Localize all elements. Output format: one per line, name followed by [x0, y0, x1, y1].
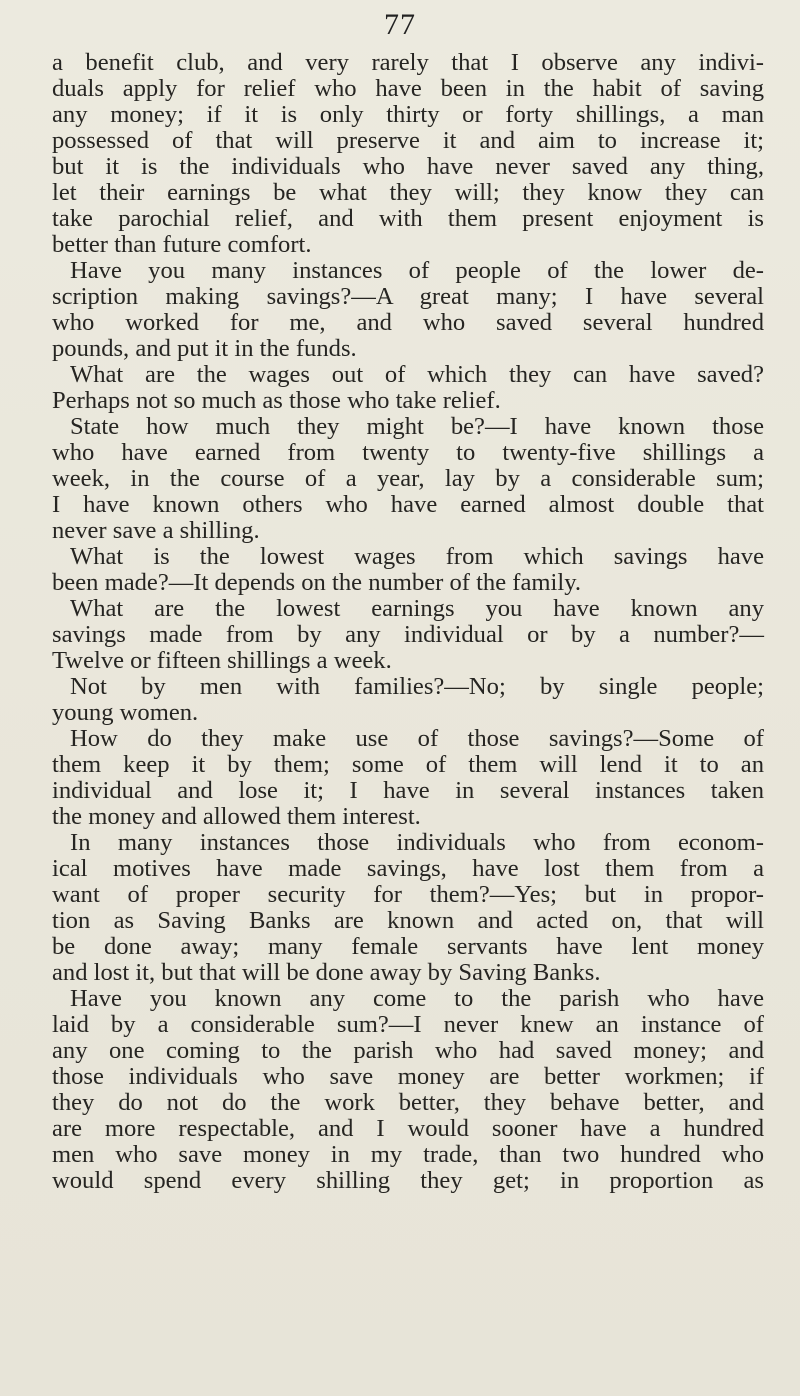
text-line: take parochial relief, and with them present enjoyment is: [52, 205, 764, 232]
text-line: the money and allowed them interest.: [52, 803, 421, 830]
text-line: they do not do the work better, they behave better, and: [52, 1089, 764, 1116]
text-line: In many instances those individuals who from econom-: [70, 829, 764, 856]
text-line: Perhaps not so much as those who take relief.: [52, 387, 501, 414]
text-line: week, in the course of a year, lay by a considerable sum;: [52, 465, 764, 492]
text-line: any money; if it is only thirty or forty shillings, a man: [52, 101, 764, 128]
text-line: tion as Saving Banks are known and acted on, that will: [52, 907, 764, 934]
text-line: any one coming to the parish who had saved money; and: [52, 1037, 764, 1064]
text-line: young women.: [52, 699, 199, 726]
text-line: are more respectable, and I would sooner have a hundred: [52, 1115, 764, 1142]
text-line: and lost it, but that will be done away by Saving Banks.: [52, 959, 601, 986]
text-line: Not by men with families?—No; by single people;: [70, 673, 764, 700]
text-line: I have known others who have earned almost double that: [52, 491, 764, 518]
text-line: possessed of that will preserve it and aim to increase it;: [52, 127, 764, 154]
text-line: would spend every shilling they get; in proportion as: [52, 1167, 764, 1194]
text-line: savings made from by any individual or by a number?—: [52, 621, 764, 648]
text-line: who worked for me, and who saved several hundred: [52, 309, 764, 336]
text-line: let their earnings be what they will; they know they can: [52, 179, 764, 206]
text-line: State how much they might be?—I have known those: [70, 413, 764, 440]
text-line: a benefit club, and very rarely that I observe any indivi-: [52, 49, 764, 76]
text-line: duals apply for relief who have been in the habit of saving: [52, 75, 764, 102]
text-line: What are the lowest earnings you have known any: [70, 595, 764, 622]
text-line: who have earned from twenty to twenty-five shillings a: [52, 439, 764, 466]
text-line: them keep it by them; some of them will lend it to an: [52, 751, 764, 778]
text-line: laid by a considerable sum?—I never knew an instance of: [52, 1011, 764, 1038]
text-line: Twelve or fifteen shillings a week.: [52, 647, 392, 674]
text-line: those individuals who save money are better workmen; if: [52, 1063, 764, 1090]
text-line: men who save money in my trade, than two hundred who: [52, 1141, 764, 1168]
page-number: 77: [384, 8, 416, 41]
text-line: scription making savings?—A great many; I have several: [52, 283, 764, 310]
text-line: What are the wages out of which they can have saved?: [70, 361, 764, 388]
text-line: individual and lose it; I have in several instances taken: [52, 777, 764, 804]
text-line: but it is the individuals who have never saved any thing,: [52, 153, 764, 180]
text-line: How do they make use of those savings?—Some of: [70, 725, 764, 752]
text-line: want of proper security for them?—Yes; but in propor-: [52, 881, 764, 908]
text-line: Have you many instances of people of the lower de-: [70, 257, 764, 284]
text-line: Have you known any come to the parish who have: [70, 985, 764, 1012]
text-line: been made?—It depends on the number of the family.: [52, 569, 582, 596]
text-line: be done away; many female servants have lent money: [52, 933, 764, 960]
body-text: [52, 50, 764, 1194]
text-line: never save a shilling.: [52, 517, 260, 544]
text-line: What is the lowest wages from which savings have: [70, 543, 764, 570]
text-line: ical motives have made savings, have lost them from a: [52, 855, 764, 882]
text-line: pounds, and put it in the funds.: [52, 335, 357, 362]
text-line: better than future comfort.: [52, 231, 312, 258]
